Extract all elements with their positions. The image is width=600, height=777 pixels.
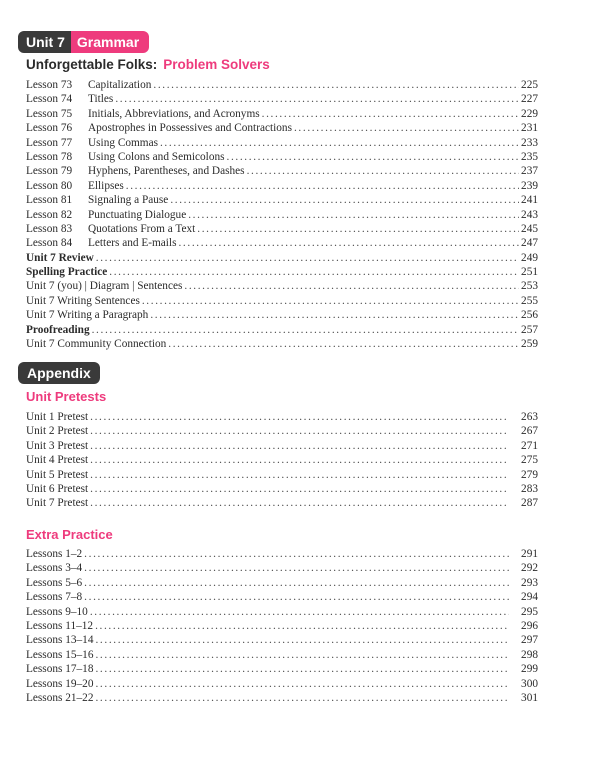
dot-leader [90,410,509,424]
toc-entry [26,662,538,676]
toc-entry [26,648,538,662]
toc-entry-title: Unit 3 Pretest [26,439,89,452]
toc-entry [26,136,538,150]
toc-page-number: 298 [521,648,538,661]
toc-entry-title: Ellipses [88,179,124,192]
toc-lesson-number: Lesson 82 [26,208,73,221]
toc-entry [26,121,538,135]
unit-7-badge [18,31,149,53]
toc-entry-title: Lessons 21–22 [26,691,94,704]
toc-entry [26,323,538,337]
toc-entry [26,164,538,178]
toc-entry [26,265,538,279]
toc-entry-title: Capitalization [88,79,152,91]
toc-entry-title: Unit 1 Pretest [26,411,89,423]
grammar-badge-label: Grammar [71,31,149,53]
extra-practice-heading: Extra Practice [26,527,113,542]
toc-page-number: 247 [521,237,538,250]
toc-entry-title: Unit 7 (you) | Diagram | Sentences [26,280,183,293]
toc-entry [26,576,538,590]
toc-page-number: 292 [521,562,538,575]
toc-entry-title: Unit 2 Pretest [26,425,89,438]
dot-leader [90,605,509,619]
toc-page-number: 279 [521,468,538,481]
dot-leader [95,648,509,662]
toc-entry-title: Unit 7 Review [26,251,94,264]
dot-leader [178,236,519,250]
toc-page-number: 271 [521,439,538,452]
toc-entry [26,236,538,250]
toc-entry [26,633,538,647]
toc-entry [26,150,538,164]
dot-leader [153,78,519,92]
toc-entry-title: Lessons 1–2 [26,548,83,560]
dot-leader [95,633,509,647]
toc-entry [26,439,538,453]
dot-leader [142,294,519,308]
toc-entry-title: Unit 5 Pretest [26,468,89,481]
toc-entry-title: Spelling Practice [26,266,108,279]
toc-page-number: 300 [521,677,538,690]
toc-entry-title: Proofreading [26,323,90,336]
unit-pretests-heading: Unit Pretests [26,389,107,404]
toc-entry-title: Lessons 17–18 [26,663,94,676]
dot-leader [109,265,519,279]
toc-page-number: 257 [521,323,538,336]
dot-leader [90,453,509,467]
toc-page-number: 243 [521,208,538,221]
toc-page-number: 291 [521,548,538,560]
toc-entry-title: Unit 4 Pretest [26,454,89,467]
toc-entry-title: Lessons 19–20 [26,677,94,690]
toc-page-number: 299 [521,663,538,676]
toc-entry-title: Apostrophes in Possessives and Contractions [88,122,292,135]
toc-page-number: 259 [521,338,538,351]
toc-entry-title: Lessons 7–8 [26,591,83,604]
unit-7-heading-main: Unforgettable Folks: [26,57,158,72]
toc-entry-title: Unit 7 Pretest [26,497,89,510]
toc-page-number: 225 [521,79,538,91]
toc-page-number: 287 [521,497,538,510]
toc-lesson-number: Lesson 78 [26,150,73,163]
toc-page-number: 233 [521,136,538,149]
dot-leader [95,691,509,705]
toc-entry-title: Using Colons and Semicolons [88,150,225,163]
toc-entry [26,337,538,351]
dot-leader [247,164,519,178]
dot-leader [262,107,519,121]
toc-entry [26,468,538,482]
unit-7-badge-label: Unit 7 [18,31,71,53]
toc-page-number: 295 [521,605,538,618]
toc-lesson-number: Lesson 79 [26,165,73,178]
toc-entry-title: Unit 7 Writing a Paragraph [26,309,149,322]
toc-page-number: 255 [521,294,538,307]
dot-leader [90,468,509,482]
dot-leader [84,561,509,575]
toc-page-number: 253 [521,280,538,293]
dot-leader [227,150,520,164]
toc-entry [26,561,538,575]
toc-page-number: 267 [521,425,538,438]
toc-page-number: 296 [521,619,538,632]
toc-entry-title: Quotations From a Text [88,222,196,235]
dot-leader [150,308,519,322]
toc-entry [26,251,538,265]
toc-entry [26,193,538,207]
dot-leader [197,222,519,236]
toc-entry-title: Lessons 3–4 [26,562,83,575]
dot-leader [96,251,519,265]
toc-page-number: 293 [521,576,538,589]
toc-entry-title: Lessons 5–6 [26,576,83,589]
toc-entry-title: Signaling a Pause [88,194,169,207]
dot-leader [188,208,519,222]
toc-page-number: 294 [521,591,538,604]
dot-leader [90,439,509,453]
toc-entry-title: Punctuating Dialogue [88,208,187,221]
toc-entry [26,605,538,619]
toc-page-number: 227 [521,93,538,106]
toc-page-number: 245 [521,222,538,235]
dot-leader [170,193,519,207]
toc-page-number: 283 [521,482,538,495]
toc-entry [26,294,538,308]
toc-entry [26,410,538,424]
toc-entry [26,677,538,691]
dot-leader [84,547,509,561]
toc-lesson-number: Lesson 80 [26,179,73,192]
toc-entry-title: Lessons 13–14 [26,634,94,647]
toc-entry [26,619,538,633]
toc-page-number: 237 [521,165,538,178]
toc-entry-title: Lessons 11–12 [26,619,94,632]
toc-page-number: 263 [521,411,538,423]
toc-entry [26,590,538,604]
toc-entry-title: Hyphens, Parentheses, and Dashes [88,165,245,178]
toc-page-number: 301 [521,691,538,704]
unit-7-heading [26,57,270,72]
dot-leader [160,136,519,150]
dot-leader [95,677,509,691]
toc-entry [26,453,538,467]
toc-entry [26,496,538,510]
dot-leader [84,590,509,604]
toc-entry-title: Unit 6 Pretest [26,482,89,495]
toc-entry [26,482,538,496]
dot-leader [92,323,519,337]
toc-entry-title: Unit 7 Writing Sentences [26,294,140,307]
appendix-badge-label: Appendix [18,362,100,384]
toc-entry [26,92,538,106]
unit-7-toc [26,78,538,351]
extra-practice-toc [26,547,538,705]
toc-page-number: 231 [521,122,538,135]
toc-entry [26,424,538,438]
toc-lesson-number: Lesson 77 [26,136,73,149]
dot-leader [126,179,519,193]
toc-lesson-number: Lesson 84 [26,237,73,250]
toc-entry [26,107,538,121]
unit-7-heading-sub: Problem Solvers [163,57,270,72]
dot-leader [90,424,509,438]
appendix-badge [18,362,100,384]
unit-pretests-toc [26,410,538,511]
toc-page-number: 256 [521,309,538,322]
dot-leader [95,619,509,633]
dot-leader [115,92,519,106]
toc-entry [26,208,538,222]
toc-entry [26,222,538,236]
dot-leader [90,496,509,510]
toc-page-number: 229 [521,107,538,120]
toc-entry-title: Unit 7 Community Connection [26,338,167,351]
toc-page-number: 241 [521,194,538,207]
dot-leader [95,662,509,676]
toc-page-number: 235 [521,150,538,163]
toc-entry-title: Lessons 15–16 [26,648,94,661]
toc-entry [26,691,538,705]
dot-leader [84,576,509,590]
toc-entry [26,279,538,293]
toc-entry-title: Lessons 9–10 [26,605,88,618]
toc-entry-title: Initials, Abbreviations, and Acronyms [88,107,260,120]
toc-entry [26,308,538,322]
toc-page-number: 275 [521,454,538,467]
toc-entry-title: Letters and E-mails [88,237,177,250]
toc-lesson-number: Lesson 73 [26,79,73,91]
toc-entry-title: Titles [88,93,114,106]
dot-leader [294,121,519,135]
toc-page-number: 239 [521,179,538,192]
dot-leader [168,337,519,351]
toc-entry-title: Using Commas [88,136,158,149]
toc-lesson-number: Lesson 76 [26,122,73,135]
toc-entry [26,547,538,561]
toc-lesson-number: Lesson 81 [26,194,73,207]
toc-entry [26,179,538,193]
toc-lesson-number: Lesson 75 [26,107,73,120]
dot-leader [90,482,509,496]
dot-leader [184,279,519,293]
toc-page-number: 251 [521,266,538,279]
toc-page-number: 297 [521,634,538,647]
toc-lesson-number: Lesson 74 [26,93,73,106]
toc-page-number: 249 [521,251,538,264]
toc-entry [26,78,538,92]
toc-lesson-number: Lesson 83 [26,222,73,235]
